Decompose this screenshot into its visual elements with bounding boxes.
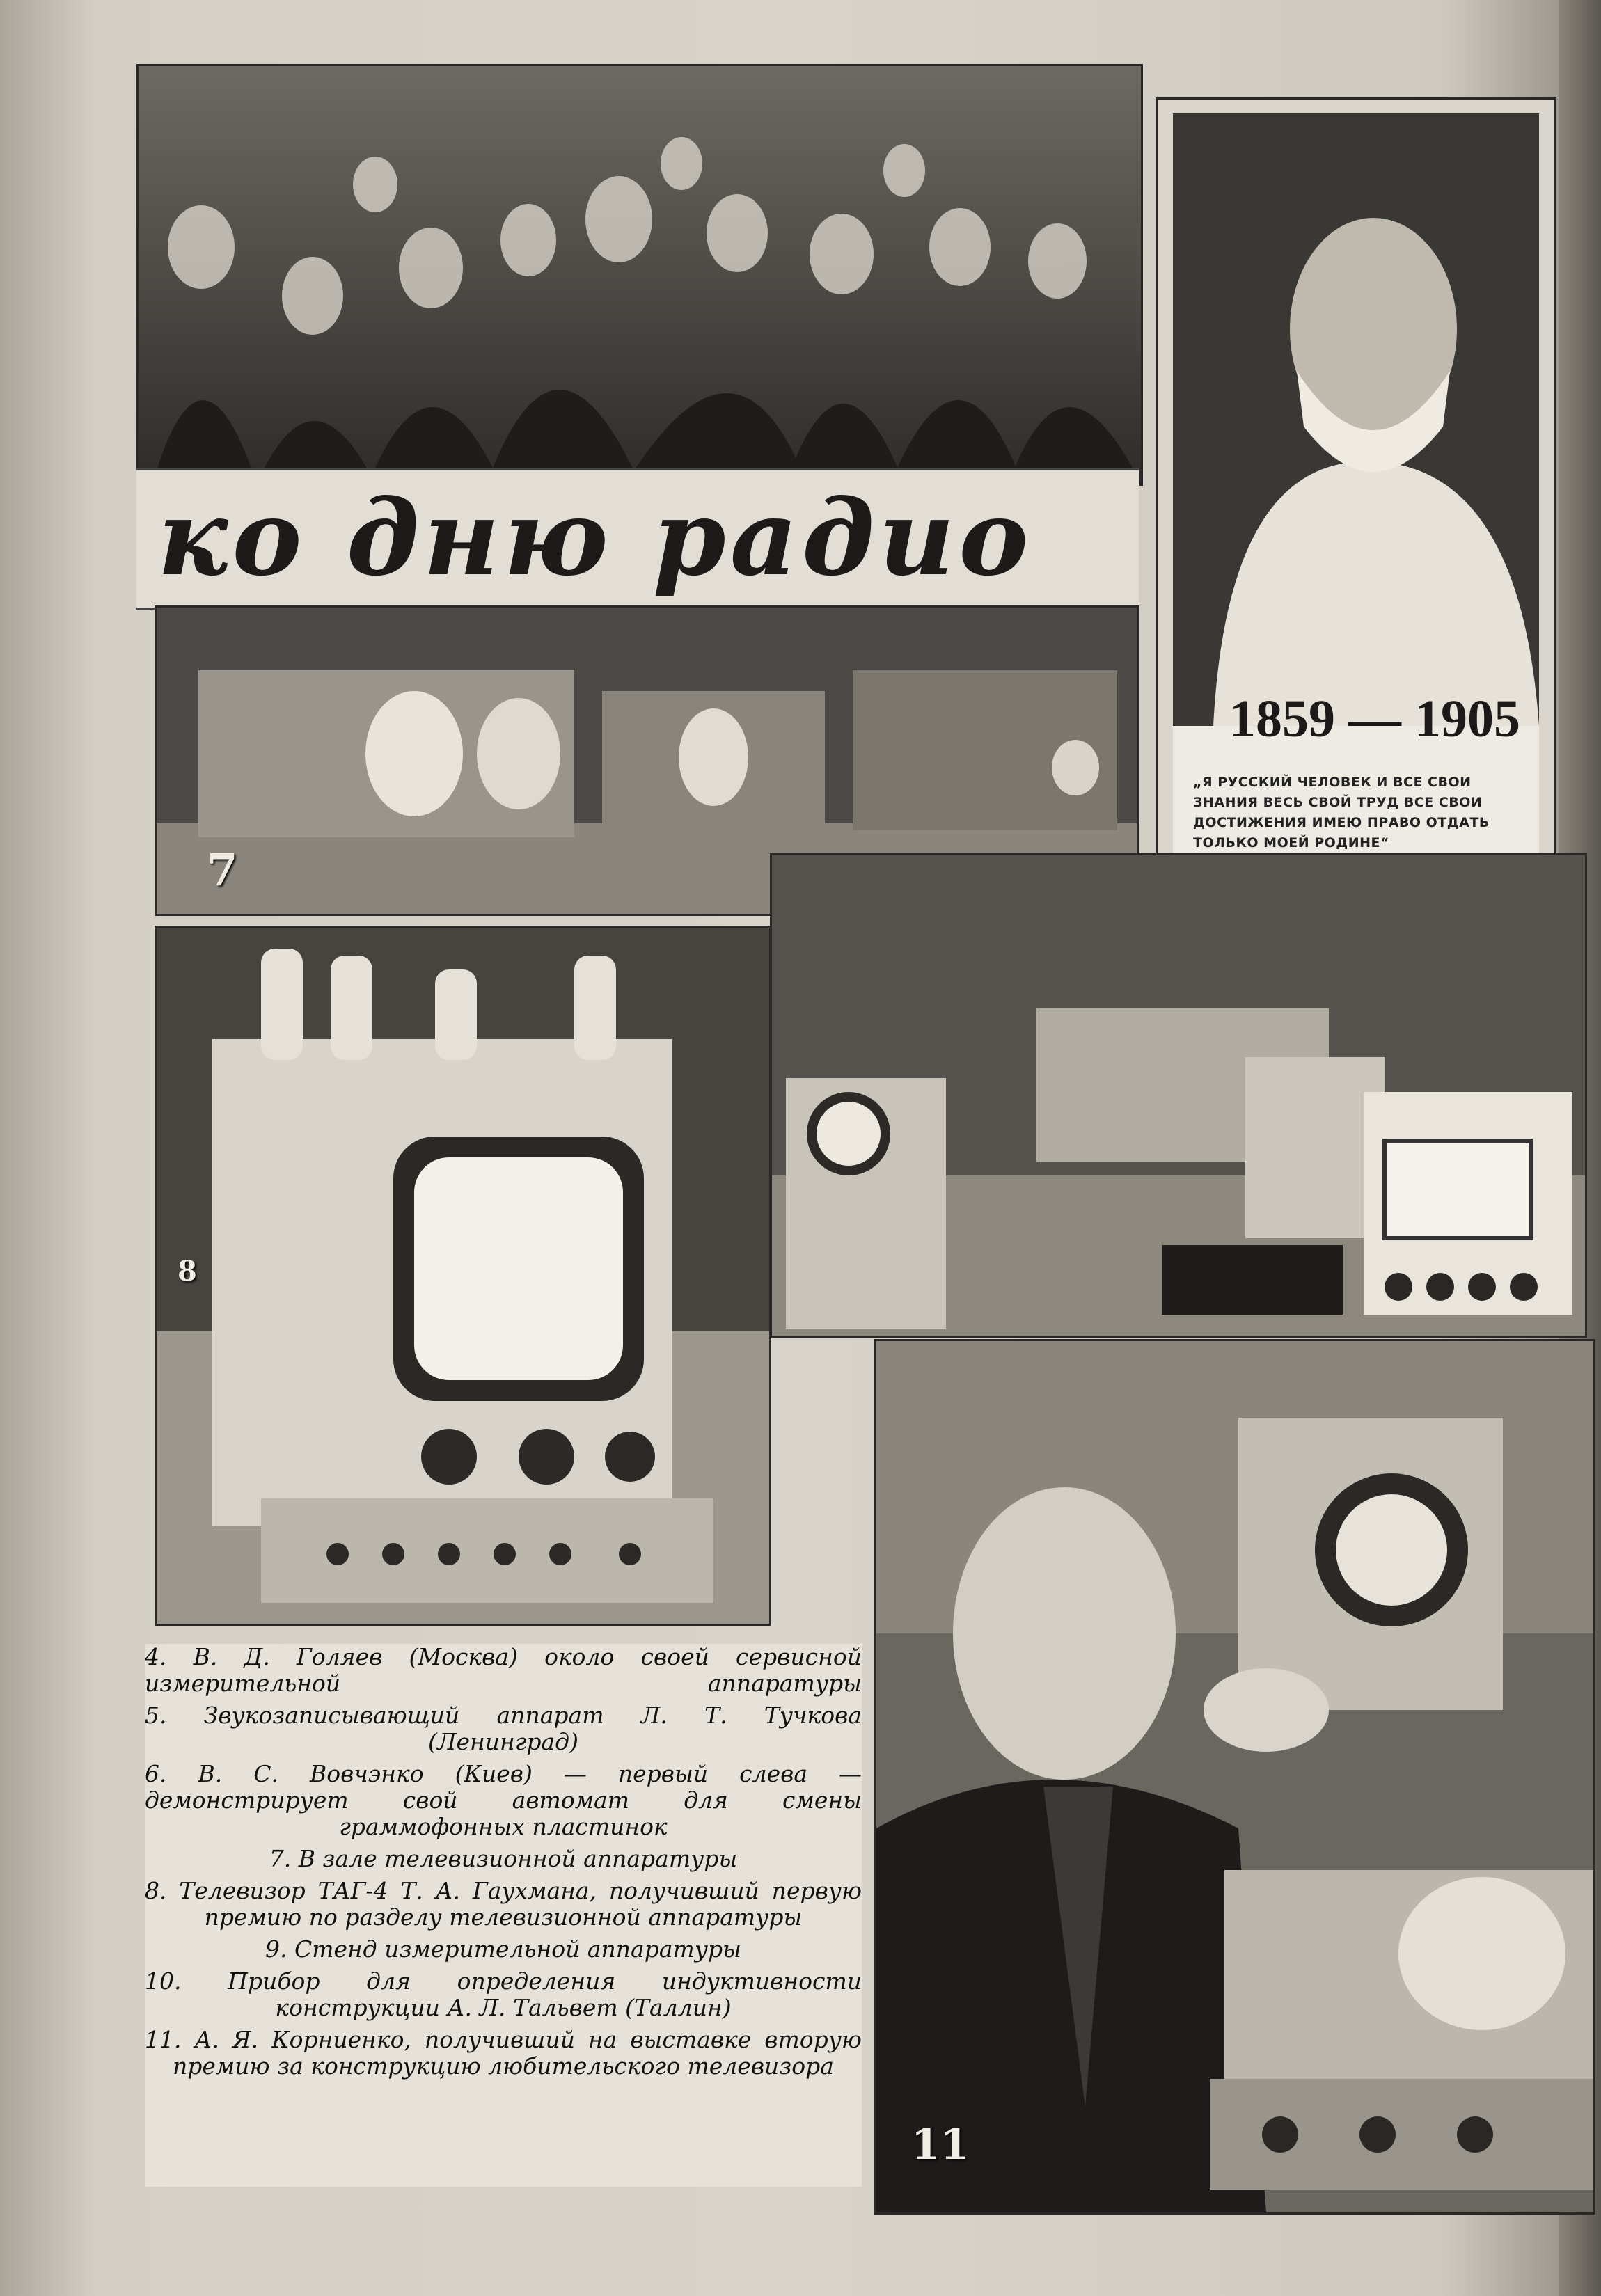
title-band bbox=[136, 468, 1139, 610]
portrait-years: 1859 — 1905 bbox=[1229, 690, 1520, 748]
caption-6: 6. В. С. Вовчэнко (Киев) — первый слева — демонстрирует свой автомат для смены граммофонных пластинок bbox=[145, 1760, 862, 1840]
photo-number-8: 8 bbox=[178, 1255, 197, 1288]
photo-number-11: 11 bbox=[911, 2121, 970, 2169]
portrait-quote: „Я РУССКИЙ ЧЕЛОВЕК И ВСЕ СВОИ ЗНАНИЯ ВЕСЬ СВОЙ ТРУД ВСЕ СВОИ ДОСТИЖЕНИЯ ИМЕЮ ПРАВО ОТДАТЬ ТОЛЬКО МОЕЙ РОДИНЕ“ bbox=[1193, 775, 1490, 850]
caption-4: 4. В. Д. Голяев (Москва) около своей сервисной измерительной аппаратуры bbox=[145, 1643, 862, 1697]
photo-operator bbox=[874, 1339, 1595, 2215]
photo-number-7: 7 bbox=[207, 844, 238, 896]
photo-tv-set bbox=[155, 926, 771, 1626]
caption-5: 5. Звукозаписывающий аппарат Л. Т. Тучкова (Ленинград) bbox=[145, 1702, 862, 1755]
photo-measuring-stand bbox=[770, 853, 1587, 1338]
caption-7: 7. В зале телевизионной аппаратуры bbox=[269, 1845, 738, 1872]
caption-10: 10. Прибор для определения индуктивности конструкции А. Л. Тальвет (Таллин) bbox=[145, 1968, 862, 2021]
caption-11: 11. А. Я. Корниенко, получивший на выставке вторую премию за конструкцию любительского телевизора bbox=[145, 2026, 862, 2080]
caption-8: 8. Телевизор ТАГ-4 Т. А. Гаухмана, получивший первую премию по разделу телевизионной аппаратуры bbox=[145, 1877, 862, 1931]
captions-block bbox=[145, 1644, 862, 2187]
photo-crowd bbox=[136, 64, 1143, 486]
page-title: ко дню радио bbox=[157, 477, 1033, 599]
caption-9: 9. Стенд измерительной аппаратуры bbox=[265, 1935, 741, 1963]
